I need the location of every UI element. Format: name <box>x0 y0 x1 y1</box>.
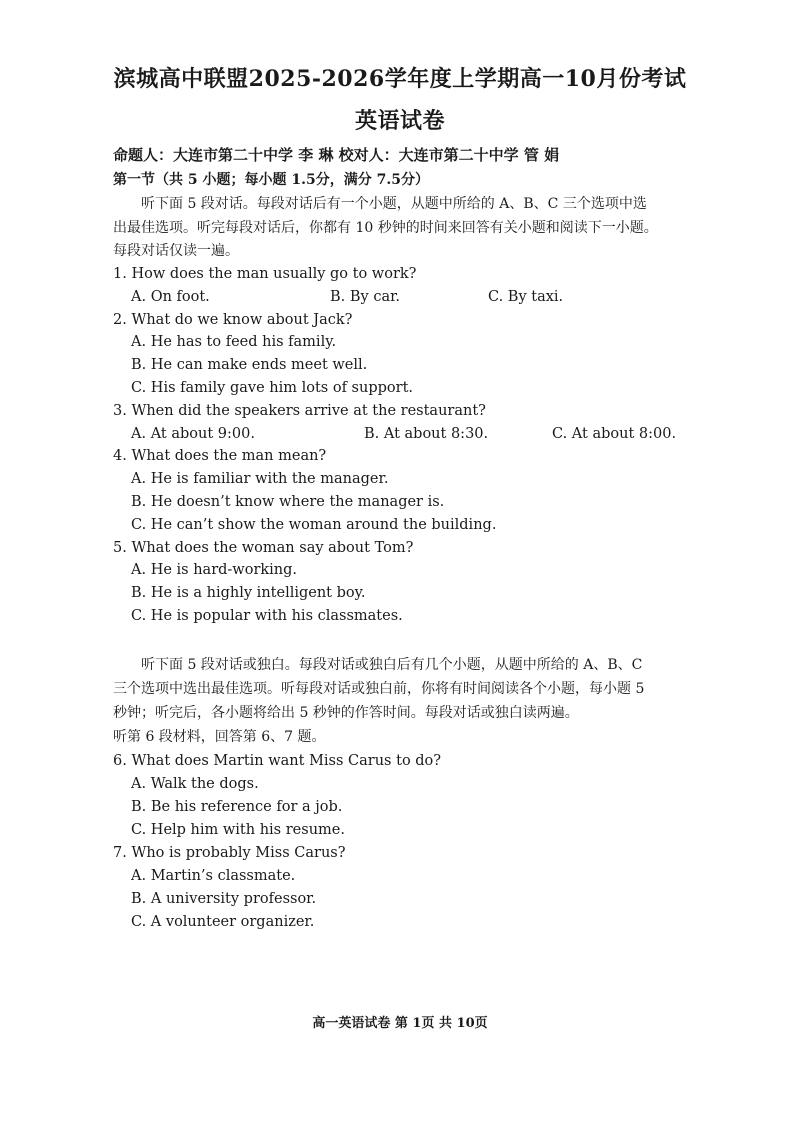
question-1-option-a: A. On foot. <box>131 289 210 305</box>
question-3-option-c: C. At about 8:00. <box>552 426 677 442</box>
question-6-option-a: A. Walk the dogs. <box>131 776 259 792</box>
question-2-stem: 2. What do we know about Jack? <box>113 312 353 328</box>
question-5-option-c: C. He is popular with his classmates. <box>131 608 403 624</box>
question-1-option-c: C. By taxi. <box>488 289 564 305</box>
author-line: 命题人：大连市第二十中学 李 琳 校对人：大连市第二十中学 管 娟 <box>113 146 560 164</box>
question-6-option-c: C. Help him with his resume. <box>131 822 345 838</box>
section2-instruction-line: 三个选项中选出最佳选项。听每段对话或独白前，你将有时间阅读各个小题，每小题 5 <box>113 681 645 697</box>
question-6-stem: 6. What does Martin want Miss Carus to do? <box>113 753 442 769</box>
question-5-option-b: B. He is a highly intelligent boy. <box>131 585 366 601</box>
question-2-option-b: B. He can make ends meet well. <box>131 357 368 373</box>
question-7-option-a: A. Martin’s classmate. <box>131 868 296 884</box>
question-7-option-c: C. A volunteer organizer. <box>131 914 315 930</box>
question-6-option-b: B. Be his reference for a job. <box>131 799 343 815</box>
section1-instruction-line: 听下面 5 段对话。每段对话后有一个小题，从题中所给的 A、B、C 三个选项中选 <box>141 196 647 212</box>
question-1-stem: 1. How does the man usually go to work? <box>113 266 417 282</box>
question-7-option-b: B. A university professor. <box>131 891 317 907</box>
question-3-stem: 3. When did the speakers arrive at the restaurant? <box>113 403 486 419</box>
exam-title: 滨城高中联盟2025-2026学年度上学期高一10月份考试 <box>113 66 687 92</box>
question-7-stem: 7. Who is probably Miss Carus? <box>113 845 346 861</box>
material-note: 听第 6 段材料，回答第 6、7 题。 <box>113 729 326 745</box>
question-4-option-b: B. He doesn’t know where the manager is. <box>131 494 445 510</box>
question-3-option-a: A. At about 9:00. <box>131 426 255 442</box>
section2-instruction-line: 听下面 5 段对话或独白。每段对话或独白后有几个小题，从题中所给的 A、B、C <box>141 657 643 673</box>
question-3-option-b: B. At about 8:30. <box>364 426 489 442</box>
section1-instruction-line: 出最佳选项。听完每段对话后，你都有 10 秒钟的时间来回答有关小题和阅读下一小题。 <box>113 220 658 236</box>
question-2-option-a: A. He has to feed his family. <box>131 334 337 350</box>
section1-instruction-line: 每段对话仅读一遍。 <box>113 243 239 259</box>
question-5-stem: 5. What does the woman say about Tom? <box>113 540 414 556</box>
page-footer: 高一英语试卷 第 1页 共 10页 <box>312 1016 488 1031</box>
section2-instruction-line: 秒钟；听完后，各小题将给出 5 秒钟的作答时间。每段对话或独白读两遍。 <box>113 705 579 721</box>
question-1-option-b: B. By car. <box>330 289 401 305</box>
question-4-stem: 4. What does the man mean? <box>113 448 327 464</box>
question-5-option-a: A. He is hard-working. <box>131 562 298 578</box>
question-4-option-c: C. He can’t show the woman around the building. <box>131 517 497 533</box>
question-4-option-a: A. He is familiar with the manager. <box>131 471 389 487</box>
exam-subtitle: 英语试卷 <box>354 108 445 134</box>
section1-heading: 第一节（共 5 小题；每小题 1.5分，满分 7.5分） <box>113 172 429 188</box>
question-2-option-c: C. His family gave him lots of support. <box>131 380 413 396</box>
